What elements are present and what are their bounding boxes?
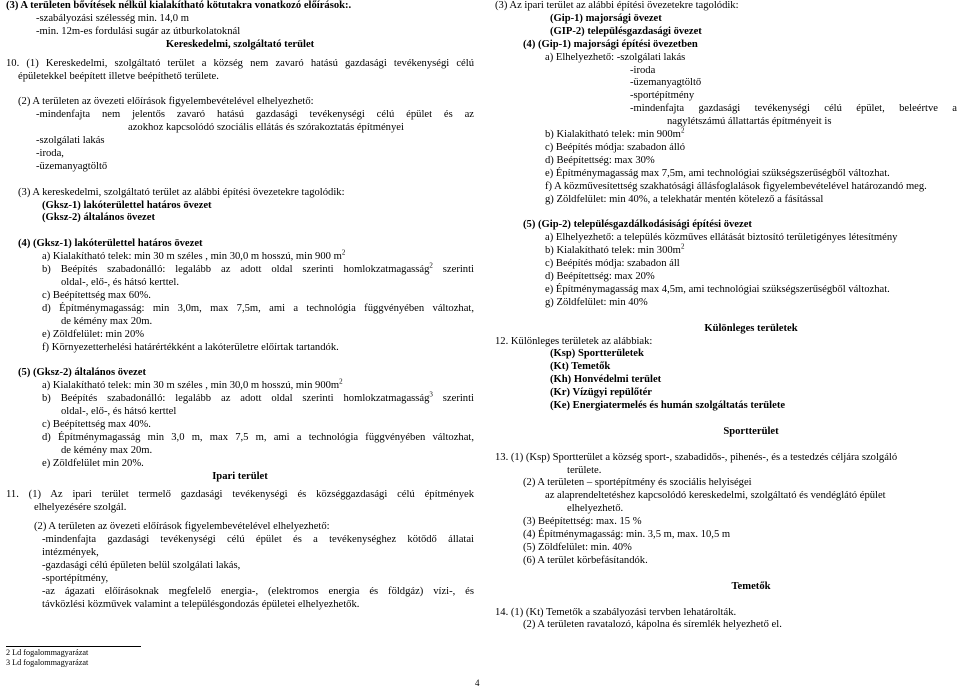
paragraph-line: elhelyezésére szolgál. (34, 502, 127, 514)
subsection-heading: (5) (Gksz-2) általános övezet (18, 367, 146, 379)
paragraph-line: de kémény max 20m. (61, 315, 153, 327)
paragraph-line: e) Építménymagasság max 4,5m, ami technológiai szükségszerűségből változhat. (545, 283, 890, 295)
paragraph-line: 11. (1) Az ipari terület termelő gazdasági tevékenységi és községgazdasági célú építmények (6, 489, 474, 501)
paragraph-line: d) Építménymagasság: min 3,0m, max 7,5m, ami a technológia függvényében változhat, (42, 302, 474, 314)
paragraph-line: -mindenfajta gazdasági tevékenységi célú épület és a tevékenységhez kötődő állatai (42, 534, 474, 546)
page-number: 4 (475, 678, 480, 688)
paragraph-line: e) Zöldfelület: min 20% (42, 328, 145, 340)
section-heading: Sportterület (723, 425, 779, 437)
paragraph-line: (3) A kereskedelmi, szolgáltató terület az alábbi építési övezetekre tagolódik: (18, 186, 345, 198)
paragraph-line: (4) Építménymagasság: min. 3,5 m, max. 10,5 m (523, 529, 731, 541)
paragraph-line: (3) Beépítettség: max. 15 % (523, 516, 642, 528)
zone-name: (Ke) Energiatermelés és humán szolgáltatás területe (550, 400, 786, 412)
right-column (495, 0, 957, 632)
paragraph-line: (3) Az ipari terület az alábbi építési övezetekre tagolódik: (495, 0, 739, 11)
paragraph-line: azokhoz kapcsolódó szociális ellátás és szórakoztatás építményei (128, 122, 404, 134)
subsection-heading: (4) (Gip-1) majorsági építési övezetben (523, 38, 698, 50)
section-heading: Temetők (731, 580, 771, 592)
zone-name: (Ksp) Sportterületek (550, 348, 644, 360)
paragraph-line: f) Környezetterhelési határértékként a lakóterületre előírtak tartandók. (42, 341, 339, 353)
paragraph-line: -szabályozási szélesség min. 14,0 m (36, 12, 189, 24)
paragraph-line: de kémény max 20m. (61, 444, 153, 456)
paragraph-line: (2) A területen az övezeti előírások figyelembevételével elhelyezhető: (34, 521, 330, 533)
paragraph-line: területe. (567, 464, 602, 476)
subsection-heading: (5) (Gip-2) településgazdálkodásisági építési övezet (523, 219, 752, 231)
paragraph-line: -sportépítmény, (42, 572, 109, 584)
paragraph-line: -az ágazati előírásoknak megfelelő energia-, (elektromos energia és földgáz) vízi-, és (42, 585, 474, 597)
subsection-heading: (4) (Gksz-1) lakóterülettel határos övezet (18, 238, 203, 250)
paragraph-line: c) Beépítés módja: szabadon áll (545, 258, 680, 270)
paragraph-line: -üzemanyagtöltő (36, 160, 108, 172)
paragraph-line: b) Kialakítható telek: $\min 900m^2$ (545, 126, 685, 141)
footnotes (6, 648, 88, 668)
paragraph-line: -min. 12m-es fordulási sugár az útburkolatoknál (36, 25, 241, 37)
paragraph-line: 13. (1) (Ksp) Sportterület a község sport-, szabadidős-, pihenés-, és a testedzés céljára szolgáló (495, 451, 898, 463)
paragraph-line: -szolgálati lakás (36, 135, 105, 147)
paragraph-line: 14. (1) (Kt) Temetők a szabályozási tervben lehatárolták. (495, 606, 737, 618)
paragraph-line: a) Kialakítható telek: min 30 m széles , min 30,0 m hosszú, min 900 $m^2$ (42, 248, 346, 263)
paragraph-line: az alaprendeltetéshez kapcsolódó kereskedelmi, szolgáltató és vendéglátó épület (545, 490, 886, 502)
paragraph-line: e) Építménymagasság max 7,5m, ami technológiai szükségszerűségből változhat. (545, 167, 890, 179)
paragraph-line: f) A közművesítettség szakhatósági állásfoglalások figyelembevételével határozandó meg. (545, 180, 927, 192)
paragraph-line: (5) Zöldfelület: min. 40% (523, 542, 632, 553)
section-heading: Különleges területek (704, 322, 798, 334)
zone-name: (Kr) Vízügyi repülőtér (550, 387, 652, 399)
paragraph-line: c) Beépítettség max 60%. (42, 289, 151, 301)
left-column (6, 0, 474, 612)
paragraph-line: b) Beépítés szabadonálló: legalább az adott oldal szerinti homlokzatmagasság$^2$ szerinti (42, 261, 474, 276)
paragraph-line: -gazdasági célú épületen belül szolgálati lakás, (42, 560, 241, 571)
paragraph-line: a) Elhelyezhető: a település közműves ellátását biztosító területigényes létesítmény (545, 232, 898, 244)
paragraph-line: -mindenfajta gazdasági tevékenységi célú épület, beleértve a (630, 103, 957, 115)
paragraph-line: (2) A területen – sportépítmény és szociális helyiségei (523, 477, 752, 489)
paragraph-line: d) Beépítettség: max 20% (545, 271, 655, 283)
paragraph-line: 10. (1) Kereskedelmi, szolgáltató terület a község nem zavaró hatású gazdasági tevékenységi célú (6, 57, 474, 69)
paragraph-line: a) Elhelyezhető: -szolgálati lakás (545, 51, 686, 63)
paragraph-line: intézmények, (42, 547, 99, 559)
paragraph-line: -üzemanyagtöltő (630, 77, 702, 89)
paragraph-line: (2) A területen ravatalozó, kápolna és síremlék helyezhető el. (523, 619, 782, 631)
paragraph-line: 12. Különleges területek az alábbiak: (495, 335, 653, 347)
paragraph-line: (2) A területen az övezeti előírások figyelembevételével elhelyezhető: (18, 96, 314, 108)
paragraph-line: nagylétszámú állattartás építményeit is (667, 116, 832, 128)
paragraph-line: -iroda (630, 64, 656, 76)
footnote-divider (6, 646, 141, 647)
paragraph-line: (6) A terület körbefásítandók. (523, 554, 648, 566)
paragraph-line: c) Beépítettség max 40%. (42, 418, 151, 430)
zone-name: (Gksz-1) lakóterülettel határos övezet (42, 199, 212, 211)
paragraph-line: épületekkel beépített illetve beépíthető területe. (18, 70, 219, 82)
paragraph-line: g) Zöldfelület: min 40%, a telekhatár mentén kötelező a fásítással (545, 193, 824, 205)
paragraph-line: g) Zöldfelület: min 40% (545, 296, 648, 308)
paragraph-line: oldal-, elő-, és hátsó kerttel. (61, 276, 179, 288)
footnote: 2 Ld fogalommagyarázat (6, 648, 89, 657)
paragraph-line: -iroda, (36, 147, 64, 159)
paragraph-line: a) Kialakítható telek: min 30 m széles , min 30,0 m hosszú, $\min 900m^2$ (42, 377, 343, 392)
paragraph-line: d) Beépítettség: max 30% (545, 154, 655, 166)
paragraph-line: -sportépítmény (630, 90, 695, 102)
zone-name: (GIP-2) településgazdasági övezet (550, 25, 702, 37)
zone-name: (Kt) Temetők (550, 361, 611, 373)
zone-name: (Kh) Honvédelmi terület (550, 374, 662, 386)
paragraph-line: (3) A területen bővítések nélkül kialakítható kötutakra vonatkozó előírások:. (6, 0, 352, 11)
paragraph-line: elhelyezhető. (567, 503, 624, 515)
paragraph-line: oldal-, elő-, és hátsó kerttel (61, 406, 177, 418)
paragraph-line: távközlési közművek valamint a településgondozás épületei elhelyezhetők. (42, 598, 360, 610)
paragraph-line: -mindenfajta nem jelentős zavaró hatású gazdasági tevékenységi célú épület és az (36, 109, 474, 121)
footnote: 3 Ld fogalommagyarázat (6, 658, 89, 667)
paragraph-line: c) Beépítés módja: szabadon álló (545, 141, 686, 153)
paragraph-line: b) Kialakítható telek: $\min 300m^2$ (545, 242, 685, 257)
paragraph-line: d) Építménymagasság min 3,0 m, max 7,5 m, ami a technológia függvényében változhat, (42, 431, 474, 443)
zone-name: (Gksz-2) általános övezet (42, 212, 155, 224)
paragraph-line: b) Beépítés szabadonálló: legalább az adott oldal szerinti homlokzatmagasság$^3$ szerinti (42, 390, 474, 405)
section-heading: Ipari terület (212, 470, 268, 482)
zone-name: (Gip-1) majorsági övezet (550, 12, 662, 24)
paragraph-line: e) Zöldfelület min 20%. (42, 457, 144, 469)
section-heading: Kereskedelmi, szolgáltató terület (165, 38, 315, 50)
